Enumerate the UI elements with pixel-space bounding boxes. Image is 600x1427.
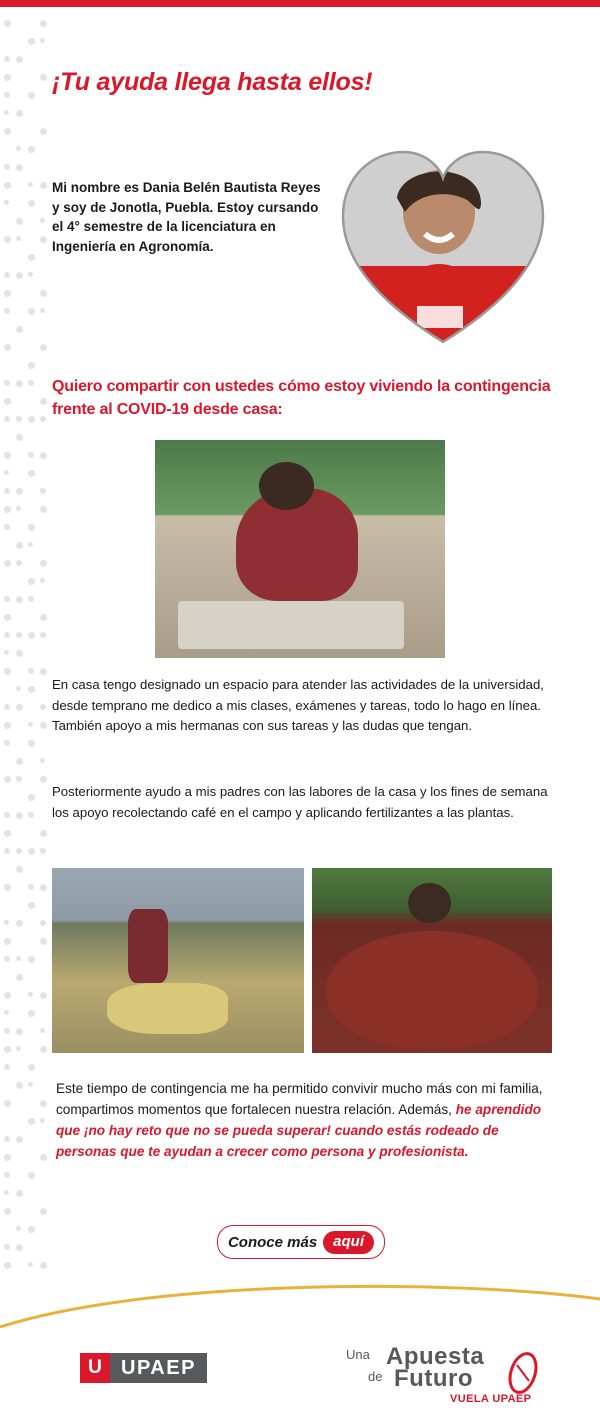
photo-shape xyxy=(107,983,228,1035)
decorative-dot xyxy=(4,992,11,999)
decorative-dot xyxy=(28,1064,35,1071)
decorative-dot xyxy=(28,1082,33,1087)
decorative-dot xyxy=(4,1136,10,1142)
decorative-dots-mid xyxy=(4,380,48,940)
decorative-dot xyxy=(40,218,45,223)
photo-shape xyxy=(259,462,314,510)
decorative-dot xyxy=(16,416,22,422)
decorative-dot xyxy=(4,164,10,170)
paragraph-one: En casa tengo designado un espacio para atender las actividades de la universidad, desde temprano me dedico a mis clases, exámenes y tareas, todo lo hago en línea. También apoyo a mis hermanas con sus tareas y las dudas que tengan. xyxy=(52,677,544,733)
paragraph-two: Posteriormente ayudo a mis padres con las labores de la casa y los fines de semana los apoyo recolectando café en el campo y aplicando fertilizantes a las plantas. xyxy=(52,784,548,820)
decorative-dot xyxy=(28,992,33,997)
closing-highlighted-text: he aprendido que ¡no hay reto que no se pueda superar! cuando estás rodeado de personas que te ayudan a crecer como persona y profesionista. xyxy=(56,1102,542,1159)
decorative-dot xyxy=(40,344,47,351)
decorative-dot xyxy=(16,110,23,117)
decorative-dot xyxy=(16,326,23,333)
decorative-dot xyxy=(28,1262,33,1267)
campaign-logo xyxy=(346,1345,546,1407)
decorative-dot xyxy=(40,920,46,926)
decorative-dot xyxy=(4,812,10,818)
decorative-dot xyxy=(16,164,23,171)
decorative-dot xyxy=(4,128,11,135)
decorative-dot xyxy=(4,344,11,351)
photo-shape xyxy=(178,601,404,649)
decorative-dot xyxy=(40,776,46,782)
campaign-line1-big: Apuesta xyxy=(386,1343,485,1370)
portrait-photo xyxy=(339,146,547,348)
upaep-logo xyxy=(80,1353,207,1383)
decorative-dot xyxy=(4,110,9,115)
decorative-dot xyxy=(28,1172,35,1179)
upaep-wordmark: UPAEP xyxy=(110,1353,207,1383)
decorative-dot xyxy=(4,884,10,890)
decorative-dot xyxy=(28,380,34,386)
photo-shape xyxy=(326,931,537,1049)
decorative-dot xyxy=(4,74,11,81)
decorative-dot xyxy=(40,848,46,854)
campaign-line2-small: de xyxy=(368,1369,383,1384)
decorative-dot xyxy=(4,1244,10,1250)
top-red-bar xyxy=(0,0,600,7)
decorative-dot xyxy=(16,704,22,710)
campaign-tagline: VUELA UPAEP xyxy=(450,1393,532,1405)
decorative-dot xyxy=(4,1190,9,1195)
decorative-dot xyxy=(4,200,9,205)
decorative-dot xyxy=(4,290,11,297)
decorative-dot xyxy=(16,632,22,638)
decorative-dot xyxy=(16,1028,23,1035)
decorative-dot xyxy=(40,236,47,243)
decorative-dot xyxy=(4,1046,11,1053)
portrait-clip-svg xyxy=(339,146,547,348)
decorative-dot xyxy=(16,1226,21,1231)
decorative-dot xyxy=(4,668,10,674)
decorative-dot xyxy=(28,308,35,315)
decorative-dot xyxy=(40,74,47,81)
decorative-dot xyxy=(40,704,46,710)
decorative-dot xyxy=(28,146,35,153)
gold-swoosh-divider xyxy=(0,1271,600,1331)
photo-shape xyxy=(408,883,451,924)
decorative-dot xyxy=(16,1190,23,1197)
section-subhead: Quiero compartir con ustedes cómo estoy viviendo la contingencia frente al COVID-19 desde casa: xyxy=(52,378,551,418)
decorative-dot xyxy=(4,236,11,243)
decorative-dot xyxy=(28,524,34,530)
decorative-dot xyxy=(4,1172,10,1178)
decorative-dot xyxy=(4,308,10,314)
decorative-dot xyxy=(16,236,21,241)
photo-studying xyxy=(155,440,445,658)
decorative-dot xyxy=(16,974,23,981)
decorative-dot xyxy=(16,56,23,63)
decorative-dot xyxy=(4,1100,11,1107)
decorative-dot xyxy=(16,1082,23,1089)
decorative-dot xyxy=(4,182,11,189)
decorative-dot xyxy=(4,1028,10,1034)
decorative-dot xyxy=(16,1046,21,1051)
decorative-dot xyxy=(16,776,22,782)
decorative-dot xyxy=(40,416,46,422)
decorative-dot xyxy=(16,146,21,151)
decorative-dot xyxy=(16,848,22,854)
decorative-dot xyxy=(4,1262,11,1269)
decorative-dot xyxy=(16,1136,23,1143)
decorative-dot xyxy=(4,740,10,746)
decorative-dot xyxy=(4,92,10,98)
decorative-dot xyxy=(40,38,45,43)
decorative-dot xyxy=(4,1064,10,1070)
decorative-dot xyxy=(28,362,35,369)
decorative-dot xyxy=(4,956,10,962)
decorative-dot xyxy=(40,488,46,494)
decorative-dot xyxy=(28,254,35,261)
decorative-dot xyxy=(28,668,34,674)
decorative-dot xyxy=(28,956,35,963)
decorative-dot xyxy=(4,524,10,530)
photo-coffee-harvest xyxy=(312,868,552,1053)
decorative-dot xyxy=(4,272,10,278)
cta-pill-label: aquí xyxy=(323,1231,374,1254)
decorative-dot xyxy=(28,812,34,818)
decorative-dot xyxy=(28,1226,35,1233)
decorative-dot xyxy=(4,20,11,27)
decorative-dot xyxy=(40,308,45,313)
decorative-dot xyxy=(40,632,46,638)
decorative-dot xyxy=(28,452,34,458)
decorative-dot xyxy=(4,380,10,386)
decorative-dot xyxy=(16,218,23,225)
decorative-dot xyxy=(28,92,35,99)
decorative-dot xyxy=(40,1118,45,1123)
photo-shape xyxy=(128,909,168,983)
decorative-dot xyxy=(28,740,34,746)
decorative-dot xyxy=(28,884,34,890)
decorative-dot xyxy=(16,920,22,926)
campaign-line1-small: Una xyxy=(346,1347,370,1362)
decorative-dot xyxy=(28,38,35,45)
decorative-dot xyxy=(40,1046,47,1053)
upaep-u-mark: U xyxy=(80,1353,110,1383)
decorative-dot xyxy=(28,596,34,602)
decorative-dot xyxy=(4,1010,9,1015)
intro-paragraph: Mi nombre es Dania Belén Bautista Reyes y soy de Jonotla, Puebla. Estoy cursando el 4° semestre de la licenciatura en Ingeniería en Agronomía. xyxy=(52,180,321,254)
decorative-dot xyxy=(28,182,33,187)
decorative-dot xyxy=(16,272,23,279)
decorative-dot xyxy=(40,290,47,297)
decorative-dot xyxy=(16,1244,23,1251)
decorative-dot xyxy=(40,1154,47,1161)
decorative-dot xyxy=(28,272,33,277)
decorative-dot xyxy=(28,1010,35,1017)
closing-paragraph xyxy=(56,1078,556,1162)
decorative-dot xyxy=(4,452,10,458)
decorative-dot xyxy=(40,1262,47,1269)
decorative-dot xyxy=(4,1208,11,1215)
decorative-dot xyxy=(4,1154,11,1161)
decorative-dot xyxy=(4,56,10,62)
page-title: ¡Tu ayuda llega hasta ellos! xyxy=(52,68,373,96)
decorative-dot xyxy=(28,200,35,207)
decorative-dot xyxy=(40,560,46,566)
decorative-dot xyxy=(40,182,47,189)
decorative-dot xyxy=(40,992,47,999)
closing-plain-text: Este tiempo de contingencia me ha permitido convivir mucho más con mi familia, compartimos momentos que fortalecen nuestra relación. Además, xyxy=(56,1081,543,1117)
conoce-mas-button[interactable] xyxy=(217,1225,385,1259)
decorative-dot xyxy=(40,1028,45,1033)
decorative-dot xyxy=(16,956,21,961)
decorative-dot xyxy=(4,596,10,602)
decorative-dot xyxy=(40,20,47,27)
campaign-line2-big: Futuro xyxy=(394,1365,473,1392)
decorative-dot xyxy=(16,560,22,566)
footer xyxy=(0,1331,600,1427)
decorative-dot xyxy=(40,1208,47,1215)
photo-drying-beans xyxy=(52,868,304,1053)
decorative-dot xyxy=(28,1118,35,1125)
portrait-heart xyxy=(333,140,555,355)
football-icon xyxy=(506,1351,540,1395)
decorative-dot xyxy=(16,488,22,494)
decorative-dot xyxy=(40,1100,47,1107)
cta-label: Conoce más xyxy=(227,1233,318,1251)
decorative-dot xyxy=(40,128,47,135)
